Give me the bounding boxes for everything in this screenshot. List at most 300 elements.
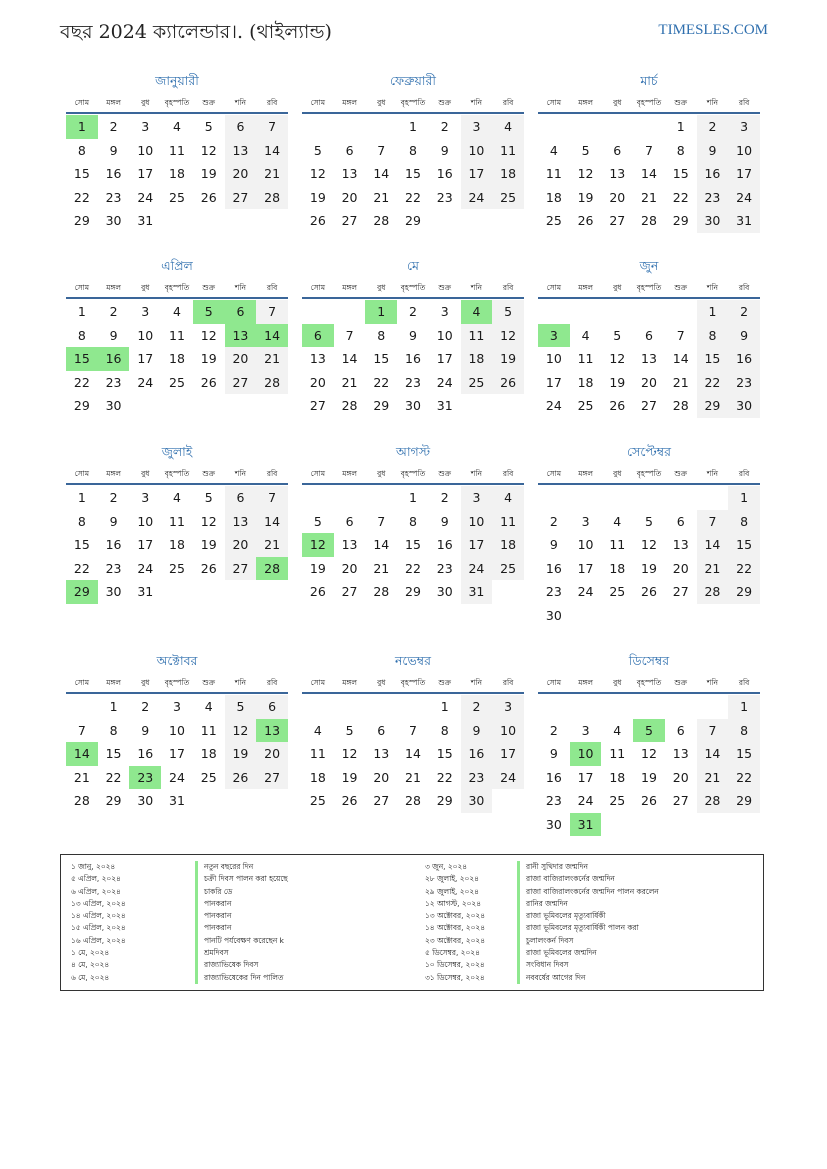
day-cell[interactable]: 30	[545, 816, 562, 832]
day-cell[interactable]: 14	[256, 510, 288, 534]
day-cell[interactable]: 17	[728, 162, 760, 186]
day-cell[interactable]: 28	[373, 584, 390, 600]
day-cell[interactable]: 8	[409, 513, 417, 529]
day-cell[interactable]: 16	[545, 560, 562, 576]
day-cell[interactable]: 8	[697, 324, 729, 348]
day-cell[interactable]: 22	[728, 557, 760, 581]
day-cell[interactable]: 9	[440, 142, 449, 158]
day-cell[interactable]: 7	[77, 722, 86, 738]
day-cell[interactable]: 31	[461, 580, 493, 604]
day-cell[interactable]: 13	[672, 537, 689, 553]
day-cell[interactable]: 23	[545, 793, 562, 809]
day-cell[interactable]: 4	[173, 490, 181, 506]
day-cell[interactable]: 26	[200, 374, 217, 390]
day-cell[interactable]: 5	[645, 513, 653, 529]
day-cell[interactable]: 21	[373, 189, 390, 205]
day-cell[interactable]: 29	[697, 394, 729, 418]
day-cell[interactable]: 25	[492, 557, 524, 581]
day-cell[interactable]: 23	[545, 584, 562, 600]
day-cell[interactable]: 4	[581, 327, 590, 343]
day-cell[interactable]: 21	[641, 189, 657, 205]
day-cell[interactable]: 10	[137, 513, 154, 529]
day-cell[interactable]: 15	[73, 537, 90, 553]
day-cell[interactable]: 5	[492, 300, 524, 324]
day-cell[interactable]: 23	[105, 189, 122, 205]
day-cell[interactable]: 29	[373, 398, 390, 414]
day-cell[interactable]: 8	[409, 142, 417, 158]
day-cell[interactable]: 15	[728, 533, 760, 557]
day-cell[interactable]: 30	[728, 394, 760, 418]
day-cell[interactable]: 20	[373, 769, 390, 785]
day-cell[interactable]: 18	[609, 560, 626, 576]
day-cell[interactable]: 9	[549, 537, 558, 553]
day-cell[interactable]: 27	[341, 213, 358, 229]
day-cell[interactable]: 7	[409, 722, 417, 738]
day-cell[interactable]: 15	[73, 166, 90, 182]
day-cell[interactable]: 19	[577, 189, 594, 205]
day-cell[interactable]: 24	[137, 560, 154, 576]
day-cell[interactable]: 29	[73, 398, 90, 414]
day-cell[interactable]: 25	[609, 793, 626, 809]
day-cell[interactable]: 11	[169, 142, 185, 158]
day-cell[interactable]: 19	[309, 560, 326, 576]
day-cell[interactable]: 14	[341, 351, 358, 367]
day-cell[interactable]: 2	[109, 119, 118, 135]
day-cell[interactable]: 25	[609, 584, 626, 600]
day-cell[interactable]: 26	[225, 766, 257, 790]
day-cell[interactable]: 6	[225, 300, 257, 324]
day-cell[interactable]: 23	[436, 560, 453, 576]
day-cell[interactable]: 3	[581, 513, 590, 529]
day-cell[interactable]: 28	[405, 793, 421, 809]
day-cell[interactable]: 18	[200, 746, 217, 762]
day-cell[interactable]: 19	[200, 166, 217, 182]
day-cell[interactable]: 9	[141, 722, 150, 738]
day-cell[interactable]: 7	[256, 300, 288, 324]
day-cell[interactable]: 14	[641, 166, 657, 182]
day-cell[interactable]: 14	[256, 324, 288, 348]
day-cell[interactable]: 13	[341, 537, 358, 553]
day-cell[interactable]: 1	[409, 119, 417, 135]
day-cell[interactable]: 13	[225, 324, 257, 348]
day-cell[interactable]: 25	[200, 769, 217, 785]
day-cell[interactable]: 9	[109, 513, 118, 529]
day-cell[interactable]: 27	[225, 186, 257, 210]
day-cell[interactable]: 13	[609, 166, 626, 182]
day-cell[interactable]: 2	[440, 119, 449, 135]
day-cell[interactable]: 29	[405, 213, 421, 229]
day-cell[interactable]: 6	[377, 722, 386, 738]
day-cell[interactable]: 31	[137, 584, 154, 600]
day-cell[interactable]: 12	[341, 746, 358, 762]
day-cell[interactable]: 14	[405, 746, 421, 762]
day-cell[interactable]: 17	[137, 537, 154, 553]
day-cell[interactable]: 12	[200, 142, 217, 158]
day-cell[interactable]: 17	[577, 560, 594, 576]
day-cell[interactable]: 1	[109, 699, 118, 715]
day-cell[interactable]: 4	[492, 115, 524, 139]
day-cell[interactable]: 28	[73, 793, 90, 809]
day-cell[interactable]: 1	[697, 300, 729, 324]
day-cell[interactable]: 1	[440, 699, 449, 715]
day-cell[interactable]: 16	[98, 347, 130, 371]
day-cell[interactable]: 9	[549, 746, 558, 762]
day-cell[interactable]: 5	[313, 513, 322, 529]
day-cell[interactable]: 2	[697, 115, 729, 139]
day-cell[interactable]: 3	[141, 119, 150, 135]
day-cell[interactable]: 20	[256, 742, 288, 766]
day-cell[interactable]: 9	[728, 324, 760, 348]
day-cell[interactable]: 8	[77, 142, 86, 158]
day-cell[interactable]: 8	[109, 722, 118, 738]
day-cell[interactable]: 16	[545, 769, 562, 785]
day-cell[interactable]: 27	[309, 398, 326, 414]
day-cell[interactable]: 13	[641, 351, 657, 367]
day-cell[interactable]: 26	[341, 793, 358, 809]
day-cell[interactable]: 21	[256, 347, 288, 371]
day-cell[interactable]: 6	[256, 695, 288, 719]
day-cell[interactable]: 5	[581, 142, 590, 158]
day-cell[interactable]: 27	[341, 584, 358, 600]
day-cell[interactable]: 17	[461, 533, 493, 557]
day-cell[interactable]: 11	[200, 722, 217, 738]
day-cell[interactable]: 17	[492, 742, 524, 766]
day-cell[interactable]: 30	[405, 398, 421, 414]
day-cell[interactable]: 23	[405, 374, 421, 390]
day-cell[interactable]: 24	[728, 186, 760, 210]
day-cell[interactable]: 5	[345, 722, 354, 738]
day-cell[interactable]: 14	[697, 533, 729, 557]
day-cell[interactable]: 22	[672, 189, 689, 205]
day-cell[interactable]: 5	[204, 490, 213, 506]
day-cell[interactable]: 26	[309, 213, 326, 229]
day-cell[interactable]: 12	[641, 746, 657, 762]
day-cell[interactable]: 20	[341, 560, 358, 576]
day-cell[interactable]: 22	[73, 560, 90, 576]
day-cell[interactable]: 29	[728, 789, 760, 813]
day-cell[interactable]: 1	[728, 695, 760, 719]
day-cell[interactable]: 8	[77, 513, 86, 529]
day-cell[interactable]: 12	[309, 166, 326, 182]
day-cell[interactable]: 3	[461, 486, 493, 510]
day-cell[interactable]: 1	[365, 300, 397, 324]
day-cell[interactable]: 12	[302, 533, 334, 557]
day-cell[interactable]: 10	[492, 719, 524, 743]
day-cell[interactable]: 11	[492, 139, 524, 163]
day-cell[interactable]: 22	[405, 560, 421, 576]
day-cell[interactable]: 22	[373, 374, 390, 390]
day-cell[interactable]: 28	[373, 213, 390, 229]
day-cell[interactable]: 27	[225, 371, 257, 395]
day-cell[interactable]: 3	[141, 304, 150, 320]
day-cell[interactable]: 19	[641, 769, 657, 785]
day-cell[interactable]: 4	[492, 486, 524, 510]
day-cell[interactable]: 18	[492, 533, 524, 557]
day-cell[interactable]: 15	[728, 742, 760, 766]
day-cell[interactable]: 29	[66, 580, 98, 604]
day-cell[interactable]: 26	[200, 560, 217, 576]
day-cell[interactable]: 11	[545, 166, 562, 182]
day-cell[interactable]: 11	[609, 746, 626, 762]
day-cell[interactable]: 21	[373, 560, 390, 576]
day-cell[interactable]: 3	[538, 324, 570, 348]
day-cell[interactable]: 16	[137, 746, 154, 762]
day-cell[interactable]: 26	[609, 398, 626, 414]
day-cell[interactable]: 15	[436, 746, 453, 762]
day-cell[interactable]: 8	[676, 142, 685, 158]
day-cell[interactable]: 20	[672, 560, 689, 576]
day-cell[interactable]: 19	[492, 347, 524, 371]
day-cell[interactable]: 30	[137, 793, 154, 809]
day-cell[interactable]: 6	[676, 722, 685, 738]
day-cell[interactable]: 16	[405, 351, 421, 367]
day-cell[interactable]: 1	[66, 115, 98, 139]
day-cell[interactable]: 12	[577, 166, 594, 182]
day-cell[interactable]: 18	[545, 189, 562, 205]
day-cell[interactable]: 10	[577, 537, 594, 553]
day-cell[interactable]: 25	[492, 186, 524, 210]
brand-logo[interactable]: TIMESLES.COM	[658, 22, 768, 38]
day-cell[interactable]: 2	[549, 722, 558, 738]
day-cell[interactable]: 25	[309, 793, 326, 809]
day-cell[interactable]: 10	[728, 139, 760, 163]
day-cell[interactable]: 1	[409, 490, 417, 506]
day-cell[interactable]: 22	[73, 189, 90, 205]
day-cell[interactable]: 22	[436, 769, 453, 785]
day-cell[interactable]: 8	[728, 510, 760, 534]
day-cell[interactable]: 28	[641, 213, 657, 229]
day-cell[interactable]: 24	[577, 584, 594, 600]
day-cell[interactable]: 7	[676, 327, 685, 343]
day-cell[interactable]: 25	[577, 398, 594, 414]
day-cell[interactable]: 23	[697, 186, 729, 210]
day-cell[interactable]: 15	[405, 537, 421, 553]
day-cell[interactable]: 19	[609, 374, 626, 390]
day-cell[interactable]: 18	[492, 162, 524, 186]
day-cell[interactable]: 13	[309, 351, 326, 367]
day-cell[interactable]: 20	[672, 769, 689, 785]
day-cell[interactable]: 25	[461, 371, 493, 395]
day-cell[interactable]: 16	[436, 537, 453, 553]
day-cell[interactable]: 28	[697, 789, 729, 813]
day-cell[interactable]: 18	[169, 351, 185, 367]
day-cell[interactable]: 4	[613, 513, 622, 529]
day-cell[interactable]: 4	[173, 304, 181, 320]
day-cell[interactable]: 18	[169, 537, 185, 553]
day-cell[interactable]: 21	[697, 766, 729, 790]
day-cell[interactable]: 28	[256, 371, 288, 395]
day-cell[interactable]: 12	[641, 537, 657, 553]
day-cell[interactable]: 29	[73, 213, 90, 229]
day-cell[interactable]: 6	[613, 142, 622, 158]
day-cell[interactable]: 4	[204, 699, 213, 715]
day-cell[interactable]: 30	[697, 209, 729, 233]
day-cell[interactable]: 19	[200, 537, 217, 553]
day-cell[interactable]: 17	[436, 351, 453, 367]
day-cell[interactable]: 19	[341, 769, 358, 785]
day-cell[interactable]: 8	[77, 327, 86, 343]
day-cell[interactable]: 2	[728, 300, 760, 324]
day-cell[interactable]: 30	[105, 398, 122, 414]
day-cell[interactable]: 18	[461, 347, 493, 371]
day-cell[interactable]: 9	[109, 142, 118, 158]
day-cell[interactable]: 26	[492, 371, 524, 395]
day-cell[interactable]: 17	[577, 769, 594, 785]
day-cell[interactable]: 27	[672, 793, 689, 809]
day-cell[interactable]: 2	[409, 304, 417, 320]
day-cell[interactable]: 10	[461, 139, 493, 163]
day-cell[interactable]: 26	[641, 793, 657, 809]
day-cell[interactable]: 7	[345, 327, 354, 343]
day-cell[interactable]: 24	[137, 189, 154, 205]
day-cell[interactable]: 7	[377, 142, 386, 158]
day-cell[interactable]: 7	[645, 142, 653, 158]
day-cell[interactable]: 16	[105, 537, 122, 553]
day-cell[interactable]: 31	[137, 213, 154, 229]
day-cell[interactable]: 6	[225, 486, 257, 510]
day-cell[interactable]: 15	[66, 347, 98, 371]
day-cell[interactable]: 15	[697, 347, 729, 371]
day-cell[interactable]: 20	[609, 189, 626, 205]
day-cell[interactable]: 20	[225, 533, 257, 557]
day-cell[interactable]: 19	[200, 351, 217, 367]
day-cell[interactable]: 5	[204, 119, 213, 135]
day-cell[interactable]: 11	[461, 324, 493, 348]
day-cell[interactable]: 24	[461, 186, 493, 210]
day-cell[interactable]: 12	[200, 513, 217, 529]
day-cell[interactable]: 1	[77, 490, 86, 506]
day-cell[interactable]: 20	[309, 374, 326, 390]
day-cell[interactable]: 23	[728, 371, 760, 395]
day-cell[interactable]: 29	[672, 213, 689, 229]
day-cell[interactable]: 4	[549, 142, 558, 158]
day-cell[interactable]: 17	[461, 162, 493, 186]
day-cell[interactable]: 31	[436, 398, 453, 414]
day-cell[interactable]: 24	[137, 374, 154, 390]
day-cell[interactable]: 30	[105, 213, 122, 229]
day-cell[interactable]: 27	[256, 766, 288, 790]
day-cell[interactable]: 30	[461, 789, 493, 813]
day-cell[interactable]: 28	[697, 580, 729, 604]
day-cell[interactable]: 21	[256, 162, 288, 186]
day-cell[interactable]: 23	[461, 766, 493, 790]
day-cell[interactable]: 2	[109, 304, 118, 320]
day-cell[interactable]: 23	[105, 374, 122, 390]
day-cell[interactable]: 31	[570, 813, 602, 837]
day-cell[interactable]: 20	[341, 189, 358, 205]
day-cell[interactable]: 26	[309, 584, 326, 600]
day-cell[interactable]: 2	[109, 490, 118, 506]
day-cell[interactable]: 14	[256, 139, 288, 163]
day-cell[interactable]: 3	[173, 699, 181, 715]
day-cell[interactable]: 24	[436, 374, 453, 390]
day-cell[interactable]: 8	[440, 722, 449, 738]
day-cell[interactable]: 6	[645, 327, 653, 343]
day-cell[interactable]: 13	[373, 746, 390, 762]
day-cell[interactable]: 30	[105, 584, 122, 600]
day-cell[interactable]: 6	[345, 142, 354, 158]
day-cell[interactable]: 9	[109, 327, 118, 343]
day-cell[interactable]: 15	[672, 166, 689, 182]
day-cell[interactable]: 20	[225, 162, 257, 186]
day-cell[interactable]: 17	[137, 166, 154, 182]
day-cell[interactable]: 14	[66, 742, 98, 766]
day-cell[interactable]: 10	[137, 142, 154, 158]
day-cell[interactable]: 12	[200, 327, 217, 343]
day-cell[interactable]: 16	[461, 742, 493, 766]
day-cell[interactable]: 4	[173, 119, 181, 135]
day-cell[interactable]: 15	[105, 746, 122, 762]
day-cell[interactable]: 16	[105, 166, 122, 182]
day-cell[interactable]: 7	[256, 115, 288, 139]
day-cell[interactable]: 27	[225, 557, 257, 581]
day-cell[interactable]: 30	[545, 607, 562, 623]
day-cell[interactable]: 6	[345, 513, 354, 529]
day-cell[interactable]: 13	[341, 166, 358, 182]
day-cell[interactable]: 25	[545, 213, 562, 229]
day-cell[interactable]: 18	[609, 769, 626, 785]
day-cell[interactable]: 13	[225, 510, 257, 534]
day-cell[interactable]: 11	[609, 537, 626, 553]
day-cell[interactable]: 18	[169, 166, 185, 182]
day-cell[interactable]: 26	[200, 189, 217, 205]
day-cell[interactable]: 14	[697, 742, 729, 766]
day-cell[interactable]: 11	[169, 513, 185, 529]
day-cell[interactable]: 6	[302, 324, 334, 348]
day-cell[interactable]: 29	[405, 584, 421, 600]
day-cell[interactable]: 12	[492, 324, 524, 348]
day-cell[interactable]: 29	[436, 793, 453, 809]
day-cell[interactable]: 6	[676, 513, 685, 529]
day-cell[interactable]: 5	[613, 327, 622, 343]
day-cell[interactable]: 22	[105, 769, 122, 785]
day-cell[interactable]: 21	[256, 533, 288, 557]
day-cell[interactable]: 2	[440, 490, 449, 506]
day-cell[interactable]: 4	[313, 722, 322, 738]
day-cell[interactable]: 23	[129, 766, 161, 790]
day-cell[interactable]: 21	[73, 769, 90, 785]
day-cell[interactable]: 22	[697, 371, 729, 395]
day-cell[interactable]: 24	[577, 793, 594, 809]
day-cell[interactable]: 27	[373, 793, 390, 809]
day-cell[interactable]: 16	[728, 347, 760, 371]
day-cell[interactable]: 16	[436, 166, 453, 182]
day-cell[interactable]: 28	[672, 398, 689, 414]
day-cell[interactable]: 10	[169, 722, 185, 738]
day-cell[interactable]: 3	[461, 115, 493, 139]
day-cell[interactable]: 3	[440, 304, 449, 320]
day-cell[interactable]: 26	[577, 213, 594, 229]
day-cell[interactable]: 21	[405, 769, 421, 785]
day-cell[interactable]: 4	[461, 300, 493, 324]
day-cell[interactable]: 7	[697, 719, 729, 743]
day-cell[interactable]: 18	[577, 374, 594, 390]
day-cell[interactable]: 17	[137, 351, 154, 367]
day-cell[interactable]: 8	[377, 327, 386, 343]
day-cell[interactable]: 15	[405, 166, 421, 182]
day-cell[interactable]: 10	[137, 327, 154, 343]
day-cell[interactable]: 14	[672, 351, 689, 367]
day-cell[interactable]: 24	[545, 398, 562, 414]
day-cell[interactable]: 22	[73, 374, 90, 390]
day-cell[interactable]: 27	[609, 213, 626, 229]
day-cell[interactable]: 28	[256, 557, 288, 581]
day-cell[interactable]: 21	[697, 557, 729, 581]
day-cell[interactable]: 18	[309, 769, 326, 785]
day-cell[interactable]: 14	[373, 537, 390, 553]
day-cell[interactable]: 26	[641, 584, 657, 600]
day-cell[interactable]: 11	[492, 510, 524, 534]
